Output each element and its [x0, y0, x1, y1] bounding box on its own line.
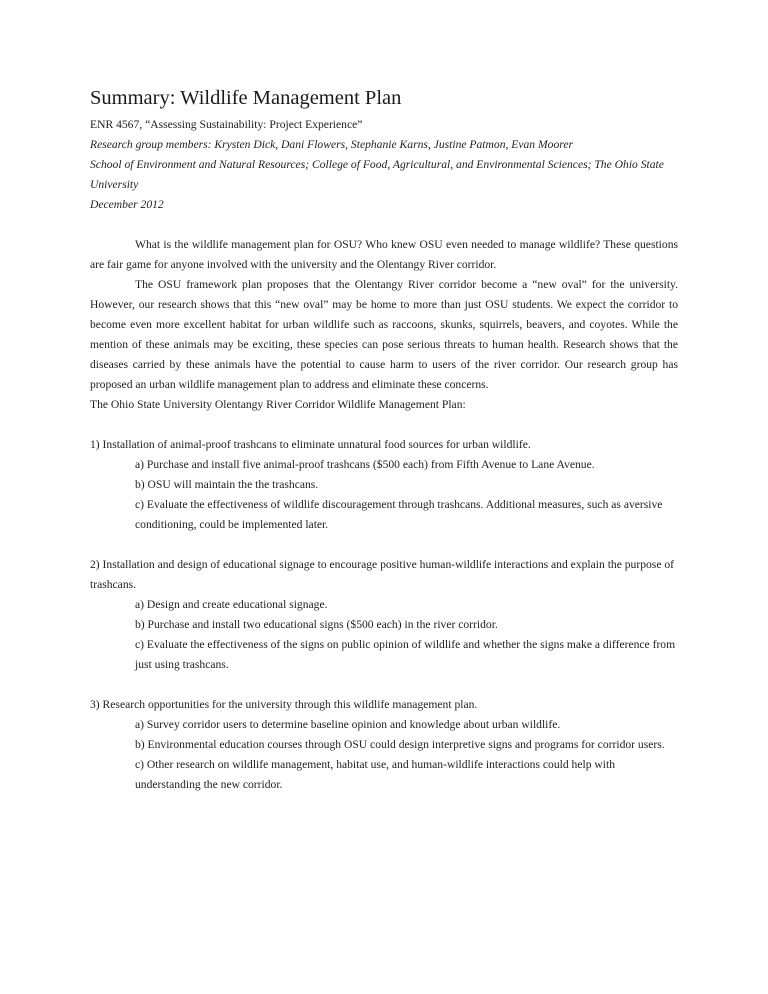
date-line: December 2012 [90, 198, 164, 211]
plan-heading: The Ohio State University Olentangy River Corridor Wildlife Management Plan: [90, 398, 466, 411]
course-line: ENR 4567, “Assessing Sustainability: Project Experience” [90, 118, 363, 131]
intro-paragraph-1: What is the wildlife management plan for OSU? Who knew OSU even needed to manage wildlife? These questions are fair game for anyone involved with the university and the Olentangy River corridor. [90, 238, 678, 271]
plan-subitem: c) Other research on wildlife management, habitat use, and human-wildlife interactions could help with understanding the new corridor. [135, 758, 616, 791]
plan-item-1 [90, 435, 678, 535]
plan-subitem: b) OSU will maintain the the trashcans. [135, 478, 319, 491]
plan-subitem: a) Design and create educational signage. [135, 598, 328, 611]
affiliation-line: School of Environment and Natural Resources; College of Food, Agricultural, and Environmental Sciences; The Ohio State University [90, 158, 664, 191]
plan-subitem: a) Purchase and install five animal-proof trashcans ($500 each) from Fifth Avenue to Lane Avenue. [135, 458, 595, 471]
document-page [90, 84, 678, 795]
members-line: Research group members: Krysten Dick, Dani Flowers, Stephanie Karns, Justine Patmon, Evan Moorer [90, 138, 573, 151]
plan-subitem: b) Environmental education courses through OSU could design interpretive signs and programs for corridor users. [135, 738, 665, 751]
intro-paragraph-2: The OSU framework plan proposes that the Olentangy River corridor become a “new oval” for the university. However, our research shows that this “new oval” may be home to more than just OSU students. We expect the corridor to become even more excellent habitat for urban wildlife such as raccoons, skunks, squirrels, beavers, and coyotes. While the mention of these animals may be exciting, these species can pose serious threats to human health. Research shows that the diseases carried by these animals have the potential to cause harm to users of the river corridor. Our research group has proposed an urban wildlife management plan to address and eliminate these concerns. [90, 278, 678, 391]
plan-subitem: b) Purchase and install two educational signs ($500 each) in the river corridor. [135, 618, 498, 631]
plan-item-2 [90, 555, 678, 675]
plan-subitem: a) Survey corridor users to determine baseline opinion and knowledge about urban wildlife. [135, 718, 561, 731]
plan-item-text: 1) Installation of animal-proof trashcans to eliminate unnatural food sources for urban wildlife. [90, 438, 531, 451]
plan-subitem: c) Evaluate the effectiveness of the signs on public opinion of wildlife and whether the signs make a difference from just using trashcans. [135, 638, 676, 671]
plan-item-text: 3) Research opportunities for the university through this wildlife management plan. [90, 698, 478, 711]
plan-item-3 [90, 695, 678, 795]
plan-subitem: c) Evaluate the effectiveness of wildlife discouragement through trashcans. Additional measures, such as aversive conditioning, could be implemented later. [135, 498, 663, 531]
page-title: Summary: Wildlife Management Plan [90, 87, 402, 109]
plan-item-text: 2) Installation and design of educational signage to encourage positive human-wildlife interactions and explain the purpose of trashcans. [90, 558, 675, 591]
